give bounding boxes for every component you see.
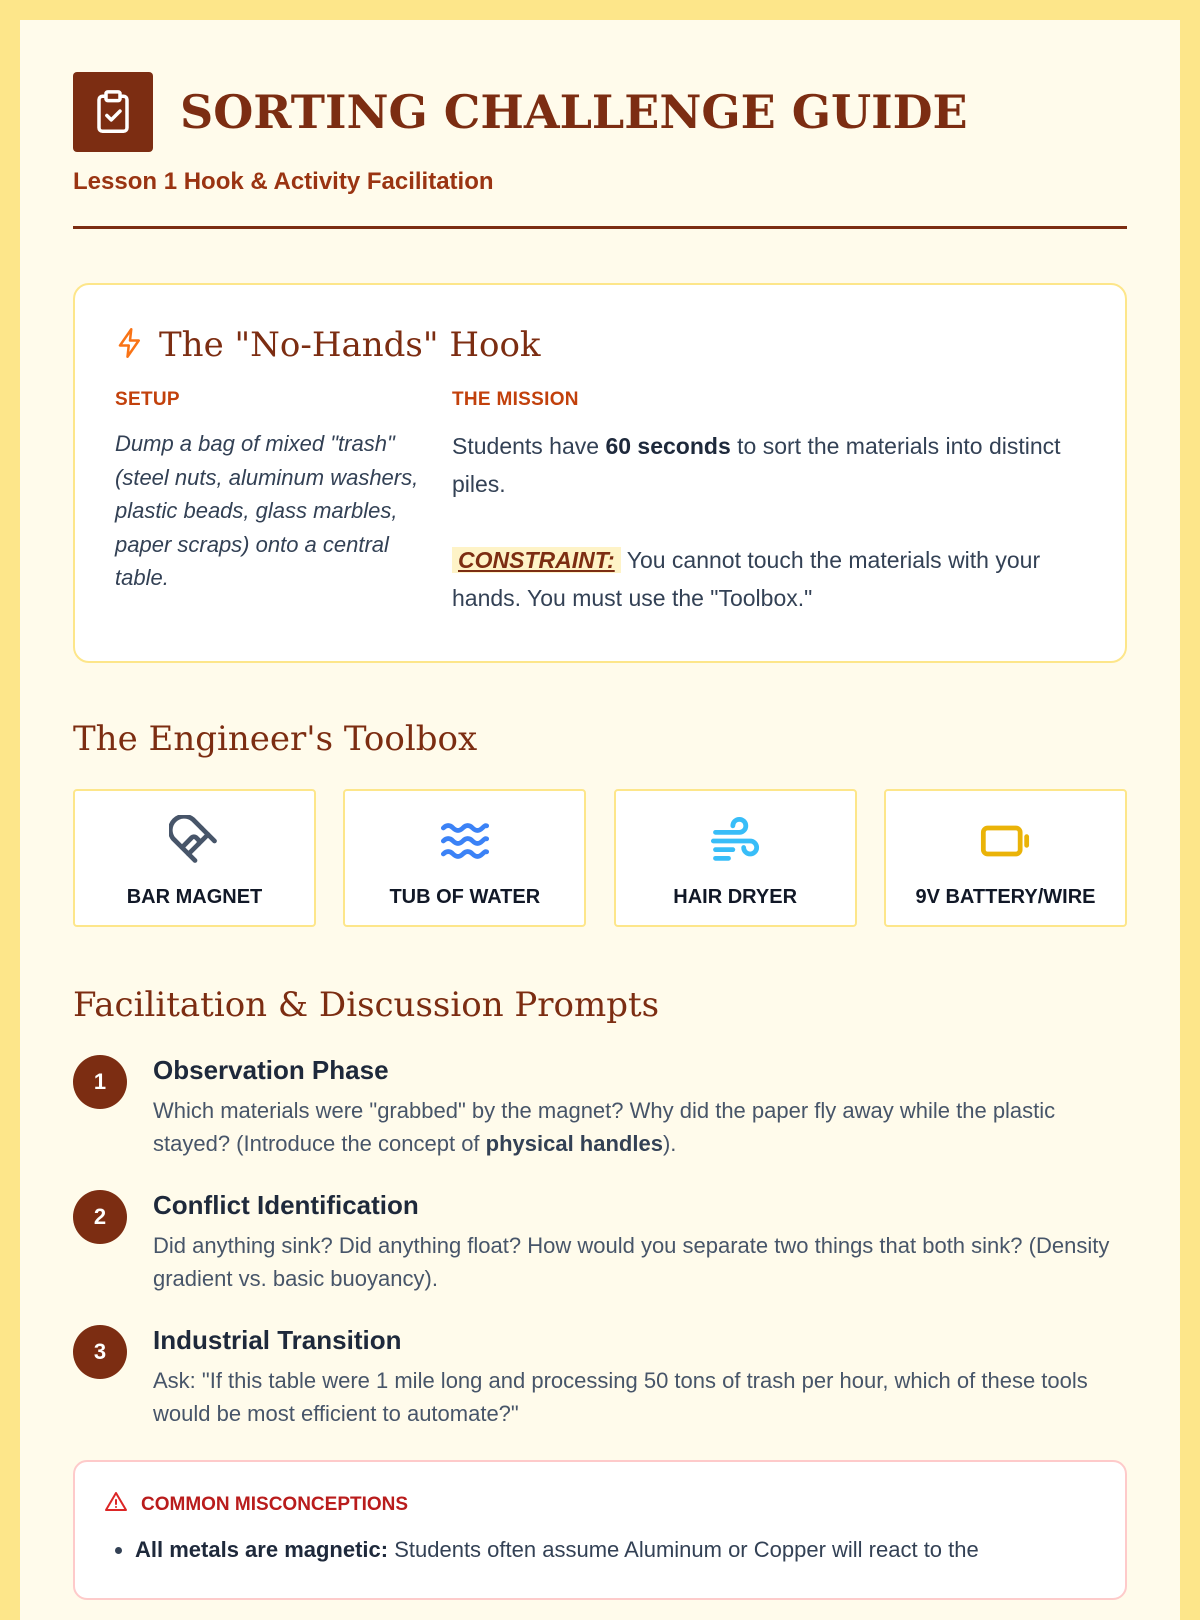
hook-title: The "No-Hands" Hook xyxy=(159,325,541,365)
tool-label: TUB OF WATER xyxy=(389,886,541,908)
mission-text-start: Students have xyxy=(452,433,606,459)
step-number: 1 xyxy=(73,1055,127,1109)
mission-column xyxy=(452,389,1085,617)
mission-text xyxy=(452,427,1085,503)
warning-triangle-icon xyxy=(103,1490,129,1519)
setup-text: Dump a bag of mixed "trash" (steel nuts, aluminum washers, plastic beads, glass marbles, paper scraps) onto a central table. xyxy=(115,431,419,590)
misconception-text: Students often assume Aluminum or Copper will react to the xyxy=(388,1537,979,1562)
constraint-label: CONSTRAINT: xyxy=(452,547,621,573)
guide-page xyxy=(20,20,1180,1620)
magnet-icon xyxy=(169,815,221,872)
step-text-start: Which materials were "grabbed" by the magnet? Why did the paper fly away while the plastic stayed? (Introduce the concept of xyxy=(153,1098,1056,1156)
step-text-bold: physical handles xyxy=(485,1131,663,1156)
hook-card xyxy=(73,283,1127,663)
header xyxy=(73,72,1127,152)
toolbox-grid xyxy=(73,789,1127,927)
mission-label: THE MISSION xyxy=(452,389,579,410)
clipboard-check-icon xyxy=(73,72,153,152)
hook-columns xyxy=(115,389,1085,617)
tool-label: HAIR DRYER xyxy=(673,886,798,908)
page-subtitle: Lesson 1 Hook & Activity Facilitation xyxy=(73,168,494,195)
step-number: 2 xyxy=(73,1190,127,1244)
tool-label: 9V BATTERY/WIRE xyxy=(915,886,1096,908)
water-waves-icon xyxy=(438,815,492,872)
step-title: Conflict Identification xyxy=(153,1190,419,1220)
misconceptions-title: COMMON MISCONCEPTIONS xyxy=(141,1493,409,1515)
misconceptions-header xyxy=(103,1490,1097,1519)
list-item xyxy=(135,1533,1097,1567)
misconceptions-card xyxy=(73,1460,1127,1600)
tool-card-battery xyxy=(884,789,1127,927)
hook-title-row xyxy=(115,325,1085,365)
list-item xyxy=(73,1325,1127,1430)
tool-card-dryer xyxy=(614,789,857,927)
tool-card-water xyxy=(343,789,586,927)
lightning-bolt-icon xyxy=(115,326,145,365)
step-number: 3 xyxy=(73,1325,127,1379)
step-text-end: ). xyxy=(662,1131,677,1156)
misconceptions-list xyxy=(103,1533,1097,1567)
divider xyxy=(73,226,1127,229)
constraint-row xyxy=(452,541,1085,617)
battery-icon xyxy=(978,815,1032,872)
tool-label: BAR MAGNET xyxy=(126,886,263,908)
list-item xyxy=(73,1055,1127,1160)
step-body xyxy=(153,1190,1127,1295)
constraint-text: You cannot touch the materials with your hands. You must use the "Toolbox." xyxy=(452,547,1041,611)
step-title: Industrial Transition xyxy=(153,1325,402,1355)
prompt-list xyxy=(73,1055,1127,1430)
misconception-claim: All metals are magnetic: xyxy=(135,1537,389,1562)
step-body xyxy=(153,1055,1127,1160)
toolbox-heading: The Engineer's Toolbox xyxy=(73,719,478,759)
mission-time: 60 seconds xyxy=(605,433,731,459)
wind-icon xyxy=(708,815,762,872)
setup-label: SETUP xyxy=(115,389,180,410)
step-text: Ask: "If this table were 1 mile long and processing 50 tons of trash per hour, which of these tools would be most efficient to automate?" xyxy=(153,1368,1088,1426)
list-item xyxy=(73,1190,1127,1295)
tool-card-magnet xyxy=(73,789,316,927)
mission-text-end: to sort the materials into distinct piles. xyxy=(452,433,1061,497)
step-body xyxy=(153,1325,1127,1430)
step-title: Observation Phase xyxy=(153,1055,389,1085)
setup-column xyxy=(115,389,452,617)
step-text: Did anything sink? Did anything float? How would you separate two things that both sink? (Density gradient vs. basic buoyancy). xyxy=(153,1233,1110,1291)
step-text xyxy=(153,1094,1127,1160)
page-title: SORTING CHALLENGE GUIDE xyxy=(180,85,968,139)
facilitation-heading: Facilitation & Discussion Prompts xyxy=(73,985,660,1025)
